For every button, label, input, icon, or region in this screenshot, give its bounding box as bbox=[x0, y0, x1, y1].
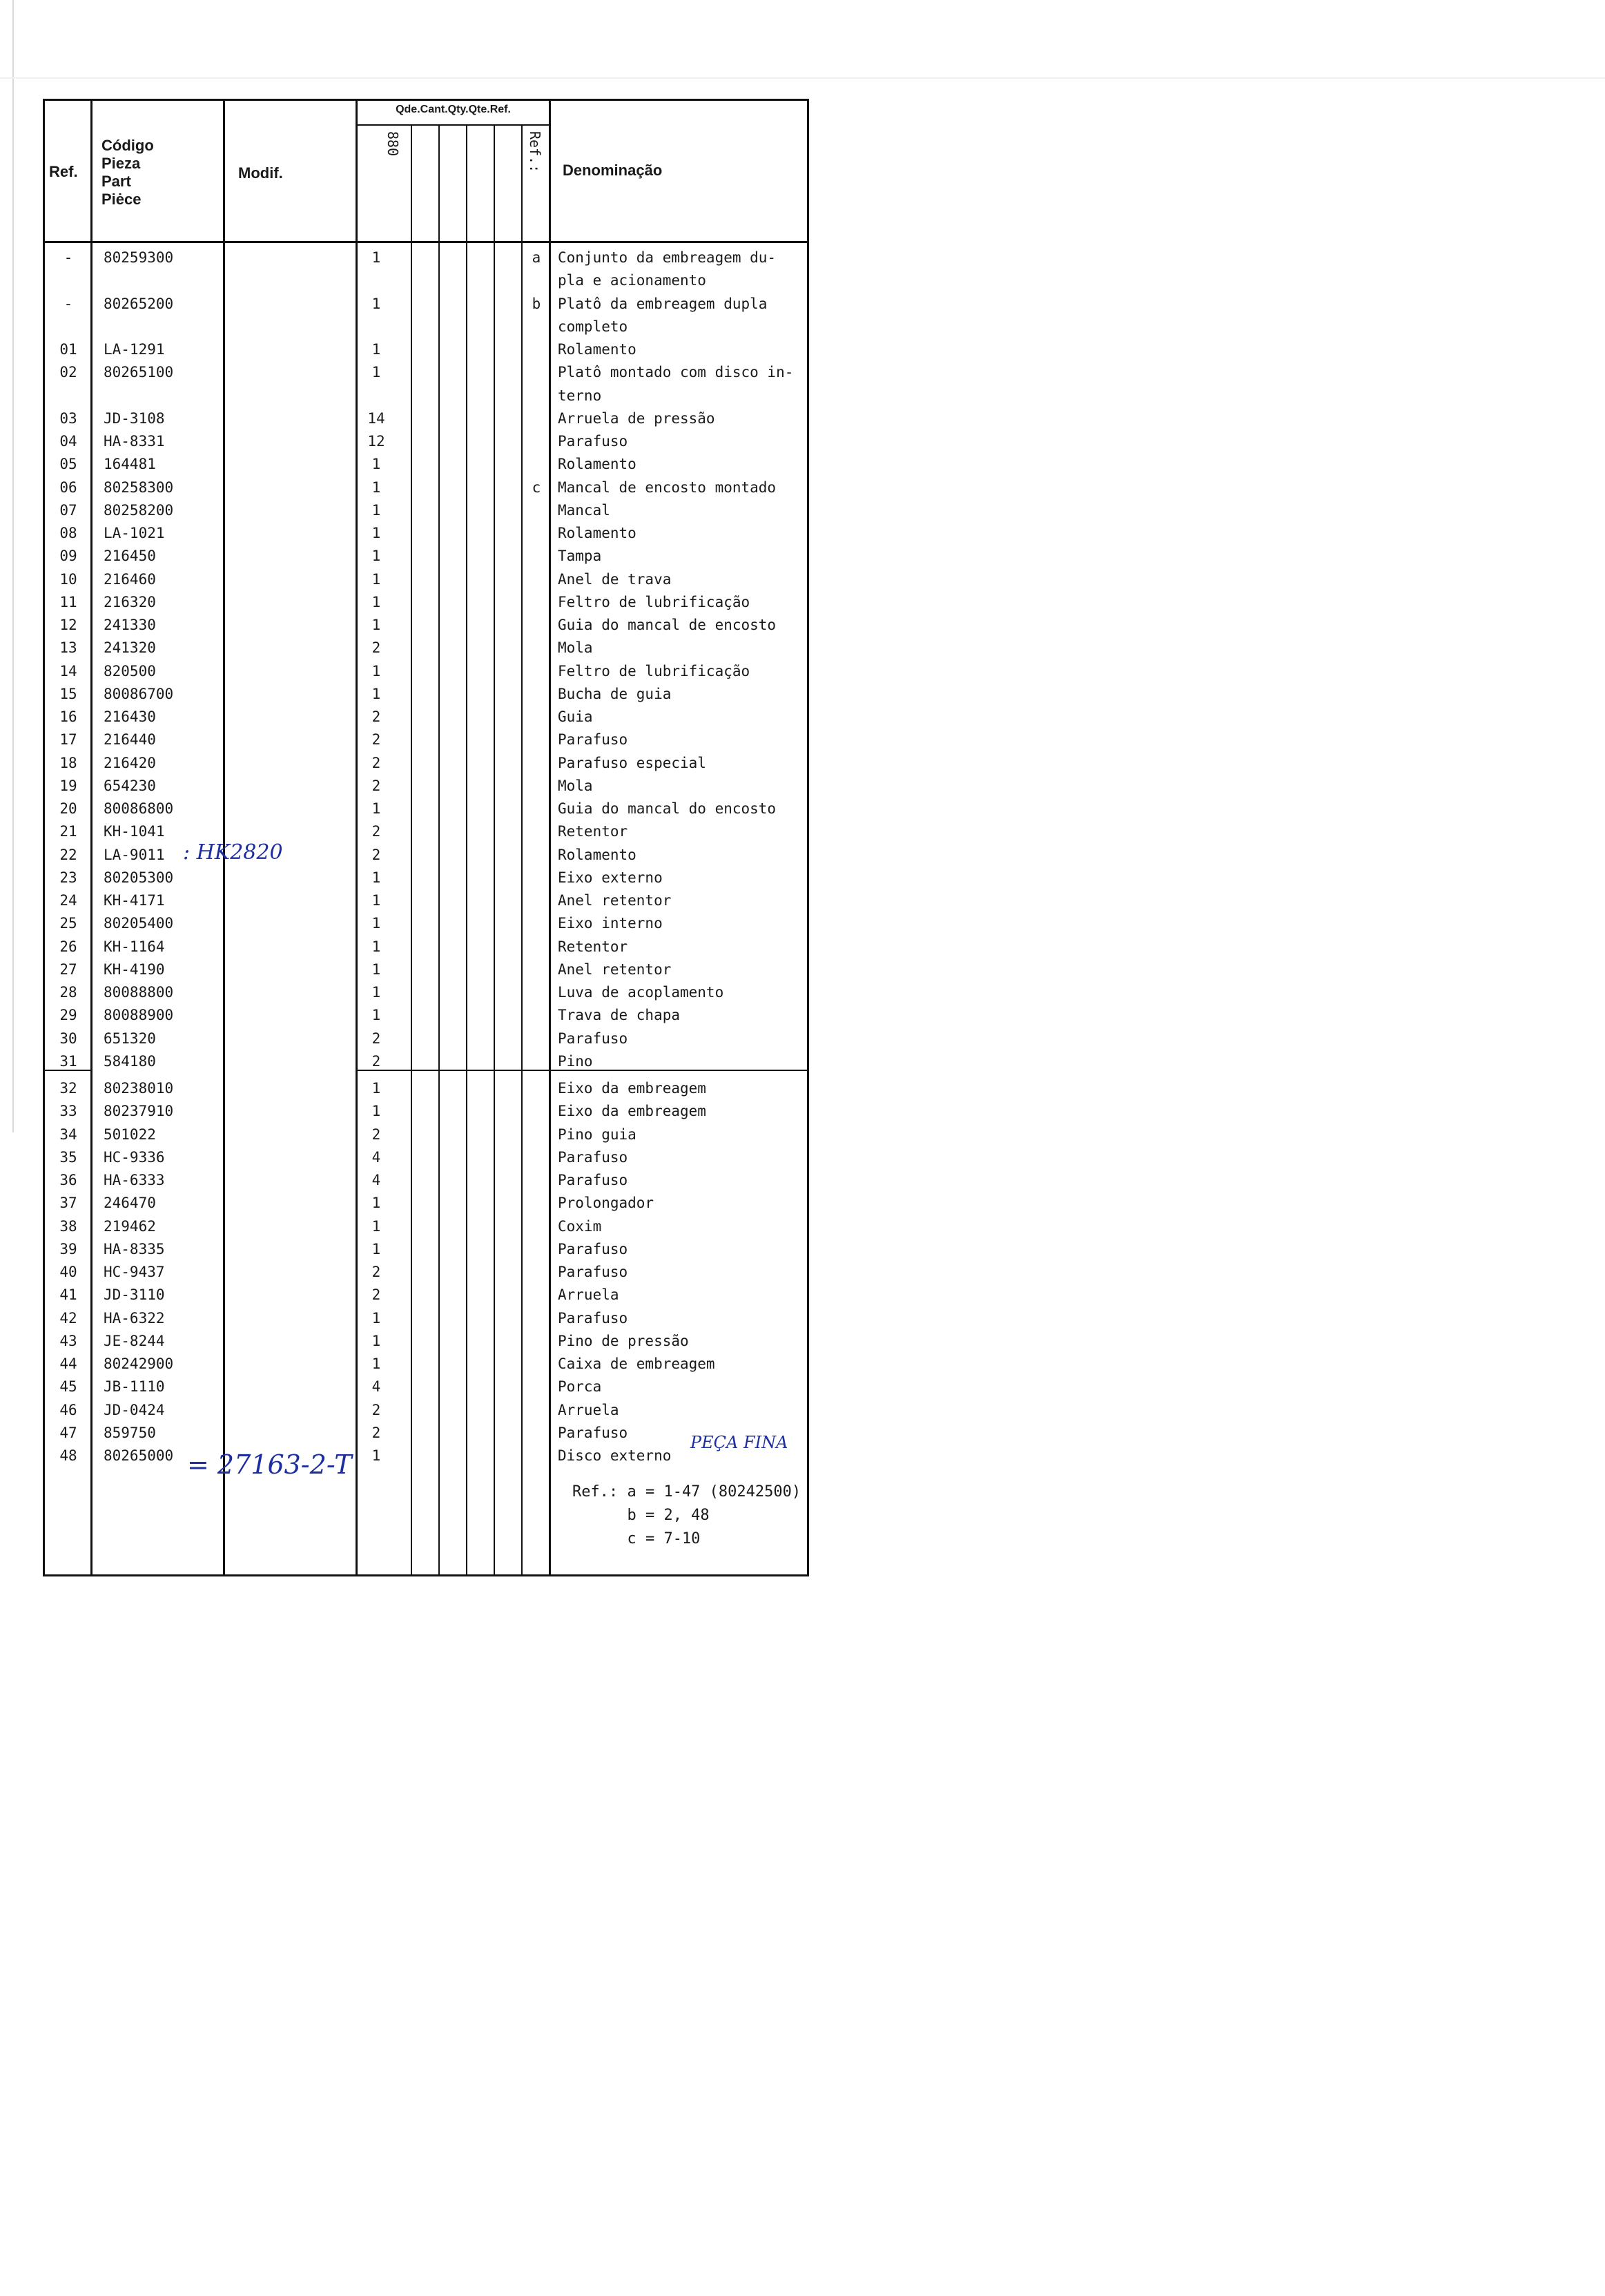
table-row bbox=[45, 568, 808, 591]
row-description: Feltro de lubrificação bbox=[558, 593, 750, 610]
row-qty: 1 bbox=[371, 1080, 381, 1097]
row-code: 651320 bbox=[104, 1030, 156, 1047]
row-qty: 12 bbox=[367, 433, 385, 450]
row-qty: 1 bbox=[371, 1356, 381, 1372]
row-description: Mola bbox=[558, 777, 593, 794]
row-qty: 1 bbox=[371, 501, 381, 519]
row-ref: 06 bbox=[59, 479, 77, 496]
row-code: 80088800 bbox=[104, 984, 174, 1001]
row-qty: 1 bbox=[371, 869, 381, 886]
row-description: Tampa bbox=[558, 548, 602, 565]
table-row bbox=[45, 430, 808, 453]
row-description: Pino guia bbox=[558, 1126, 636, 1143]
row-code: 654230 bbox=[104, 777, 156, 794]
table-row bbox=[45, 246, 808, 269]
row-ref: 47 bbox=[59, 1424, 77, 1441]
row-code: 164481 bbox=[104, 456, 156, 473]
row-ref-letter: b bbox=[532, 295, 541, 312]
row-description: Parafuso bbox=[558, 1424, 628, 1441]
row-code: 80259300 bbox=[104, 249, 174, 266]
row-ref: 04 bbox=[59, 433, 77, 450]
table-row bbox=[45, 1260, 808, 1284]
row-code: LA-1291 bbox=[104, 341, 165, 358]
row-code: KH-1041 bbox=[104, 823, 165, 840]
row-ref: 15 bbox=[59, 685, 77, 702]
row-qty: 1 bbox=[371, 364, 381, 381]
row-ref: 32 bbox=[59, 1080, 77, 1097]
row-qty: 1 bbox=[371, 479, 381, 496]
row-code: 80205300 bbox=[104, 869, 174, 886]
row-qty: 1 bbox=[371, 1195, 381, 1212]
row-ref: 13 bbox=[59, 639, 77, 657]
row-code: LA-1021 bbox=[104, 525, 165, 541]
row-description: Caixa de embreagem bbox=[558, 1356, 715, 1372]
table-row bbox=[45, 407, 808, 430]
row-qty: 1 bbox=[371, 961, 381, 978]
table-row bbox=[45, 1352, 808, 1376]
row-code: 219462 bbox=[104, 1217, 156, 1235]
row-description: Parafuso bbox=[558, 1240, 628, 1257]
row-code: KH-4171 bbox=[104, 892, 165, 909]
rule-header-bottom bbox=[45, 241, 807, 243]
row-description: Mola bbox=[558, 639, 593, 657]
table-row bbox=[45, 452, 808, 476]
table-row bbox=[45, 590, 808, 614]
row-code: 80205400 bbox=[104, 915, 174, 932]
row-ref: 19 bbox=[59, 777, 77, 794]
row-ref: 26 bbox=[59, 938, 77, 955]
row-code: 80088900 bbox=[104, 1007, 174, 1024]
table-row bbox=[45, 338, 808, 361]
row-code: 859750 bbox=[104, 1424, 156, 1441]
table-row bbox=[45, 889, 808, 912]
row-description: Parafuso especial bbox=[558, 754, 706, 771]
row-qty: 2 bbox=[371, 1286, 381, 1304]
header-description: Denominação bbox=[563, 162, 663, 179]
row-qty: 1 bbox=[371, 593, 381, 610]
row-qty: 1 bbox=[371, 984, 381, 1001]
header-code: Código Pieza Part Piėce bbox=[101, 137, 154, 208]
row-qty: 1 bbox=[371, 1447, 381, 1464]
row-ref: 45 bbox=[59, 1378, 77, 1396]
row-qty: 1 bbox=[371, 685, 381, 702]
row-code: 80086700 bbox=[104, 685, 174, 702]
table-row bbox=[45, 315, 808, 338]
row-ref-letter: a bbox=[532, 249, 541, 266]
row-ref: 28 bbox=[59, 984, 77, 1001]
row-description: Platô da embreagem dupla bbox=[558, 295, 768, 312]
row-qty: 1 bbox=[371, 525, 381, 541]
row-description: Anel retentor bbox=[558, 961, 672, 978]
row-qty: 1 bbox=[371, 892, 381, 909]
row-qty: 1 bbox=[371, 1309, 381, 1327]
table-row bbox=[45, 1146, 808, 1169]
row-ref: 24 bbox=[59, 892, 77, 909]
row-qty: 1 bbox=[371, 570, 381, 588]
ref-note-a: Ref.: a = 1-47 (80242500) bbox=[572, 1483, 801, 1501]
row-qty: 2 bbox=[371, 1264, 381, 1280]
row-ref: 43 bbox=[59, 1332, 77, 1349]
row-code: JB-1110 bbox=[104, 1378, 165, 1396]
row-code: 820500 bbox=[104, 662, 156, 679]
row-qty: 2 bbox=[371, 846, 381, 863]
table-row bbox=[45, 866, 808, 889]
row-description: Porca bbox=[558, 1378, 602, 1396]
row-code: 241330 bbox=[104, 617, 156, 633]
row-qty: 1 bbox=[371, 800, 381, 817]
row-code: 216320 bbox=[104, 593, 156, 610]
row-ref: 41 bbox=[59, 1286, 77, 1304]
row-qty: 1 bbox=[371, 456, 381, 473]
table-row bbox=[45, 1283, 808, 1306]
row-code: 216420 bbox=[104, 754, 156, 771]
row-code: 216440 bbox=[104, 731, 156, 749]
row-code: 80265100 bbox=[104, 364, 174, 381]
row-qty: 2 bbox=[371, 1030, 381, 1047]
row-code: HC-9437 bbox=[104, 1264, 165, 1280]
row-code: KH-1164 bbox=[104, 938, 165, 955]
row-code: HA-8335 bbox=[104, 1240, 165, 1257]
table-row bbox=[45, 797, 808, 820]
row-qty: 2 bbox=[371, 639, 381, 657]
row-ref: 27 bbox=[59, 961, 77, 978]
row-ref: 31 bbox=[59, 1052, 77, 1070]
row-qty: 2 bbox=[371, 777, 381, 794]
table-row bbox=[45, 636, 808, 659]
row-ref: 01 bbox=[59, 341, 77, 358]
row-code: 216460 bbox=[104, 570, 156, 588]
row-description: Parafuso bbox=[558, 731, 628, 749]
row-qty: 1 bbox=[371, 1007, 381, 1024]
row-ref: 12 bbox=[59, 617, 77, 633]
row-description: Eixo externo bbox=[558, 869, 663, 886]
row-qty: 2 bbox=[371, 1424, 381, 1441]
row-code: 80242900 bbox=[104, 1356, 174, 1372]
row-ref: 36 bbox=[59, 1172, 77, 1188]
table-row bbox=[45, 774, 808, 798]
row-qty: 2 bbox=[371, 823, 381, 840]
row-qty: 1 bbox=[371, 1332, 381, 1349]
row-code: 80086800 bbox=[104, 800, 174, 817]
row-code: 216430 bbox=[104, 708, 156, 725]
row-description: Rolamento bbox=[558, 525, 636, 541]
row-code: 216450 bbox=[104, 548, 156, 565]
row-code: 80258300 bbox=[104, 479, 174, 496]
table-row bbox=[45, 1306, 808, 1330]
row-ref: 16 bbox=[59, 708, 77, 725]
row-code: 80238010 bbox=[104, 1080, 174, 1097]
table-row bbox=[45, 682, 808, 706]
row-ref: 29 bbox=[59, 1007, 77, 1024]
table-row bbox=[45, 1375, 808, 1398]
row-qty: 1 bbox=[371, 548, 381, 565]
table-row bbox=[45, 935, 808, 958]
row-description: Guia do mancal do encosto bbox=[558, 800, 777, 817]
page-edge bbox=[12, 0, 14, 1132]
table-row bbox=[45, 981, 808, 1004]
table-row bbox=[45, 269, 808, 292]
row-qty: 2 bbox=[371, 731, 381, 749]
row-description: Disco externo bbox=[558, 1447, 672, 1464]
row-ref: 03 bbox=[59, 409, 77, 427]
row-description: Eixo da embreagem bbox=[558, 1080, 706, 1097]
table-row bbox=[45, 499, 808, 522]
table-row bbox=[45, 1191, 808, 1215]
table-row bbox=[45, 751, 808, 775]
table-row bbox=[45, 1027, 808, 1050]
row-description: Parafuso bbox=[558, 1309, 628, 1327]
row-code: HA-8331 bbox=[104, 433, 165, 450]
table-row bbox=[45, 1003, 808, 1027]
row-description: Arruela de pressão bbox=[558, 409, 715, 427]
table-row bbox=[45, 1329, 808, 1353]
row-ref: 07 bbox=[59, 501, 77, 519]
row-description: Rolamento bbox=[558, 341, 636, 358]
row-ref: 20 bbox=[59, 800, 77, 817]
row-ref: 33 bbox=[59, 1103, 77, 1120]
row-ref: 05 bbox=[59, 456, 77, 473]
row-description: Coxim bbox=[558, 1217, 602, 1235]
table-row bbox=[45, 521, 808, 545]
row-description: Eixo interno bbox=[558, 915, 663, 932]
row-description: Guia do mancal de encosto bbox=[558, 617, 777, 633]
row-description: terno bbox=[558, 387, 602, 404]
row-qty: 4 bbox=[371, 1148, 381, 1166]
row-code: JE-8244 bbox=[104, 1332, 165, 1349]
header-ref: Ref. bbox=[49, 163, 78, 180]
row-qty: 1 bbox=[371, 1240, 381, 1257]
row-description: completo bbox=[558, 318, 628, 335]
row-code: 80258200 bbox=[104, 501, 174, 519]
row-ref: 18 bbox=[59, 754, 77, 771]
row-description: Arruela bbox=[558, 1286, 619, 1304]
row-ref: - bbox=[64, 249, 73, 266]
row-ref: 22 bbox=[59, 846, 77, 863]
table-row bbox=[45, 705, 808, 729]
row-description: Platô montado com disco in- bbox=[558, 364, 794, 381]
row-qty: 1 bbox=[371, 295, 381, 312]
row-qty: 1 bbox=[371, 1103, 381, 1120]
row-ref: 37 bbox=[59, 1195, 77, 1212]
header-qty-title: Qde.Cant.Qty.Qte.Ref. bbox=[396, 104, 511, 115]
row-code: HA-6322 bbox=[104, 1309, 165, 1327]
handwritten-note-row22: : HK2820 bbox=[183, 840, 283, 865]
row-qty: 1 bbox=[371, 617, 381, 633]
rule-qty-title bbox=[356, 124, 551, 126]
row-description: Parafuso bbox=[558, 1172, 628, 1188]
table-row bbox=[45, 476, 808, 499]
row-qty: 2 bbox=[371, 1401, 381, 1418]
row-description: Guia bbox=[558, 708, 593, 725]
row-qty: 2 bbox=[371, 1052, 381, 1070]
row-description: Mancal bbox=[558, 501, 610, 519]
row-ref: - bbox=[64, 295, 73, 312]
row-description: Rolamento bbox=[558, 846, 636, 863]
row-description: Mancal de encosto montado bbox=[558, 479, 777, 496]
row-description: Arruela bbox=[558, 1401, 619, 1418]
row-code: 501022 bbox=[104, 1126, 156, 1143]
row-qty: 1 bbox=[371, 1217, 381, 1235]
row-description: Anel retentor bbox=[558, 892, 672, 909]
row-ref: 39 bbox=[59, 1240, 77, 1257]
table-row bbox=[45, 1123, 808, 1146]
row-ref: 25 bbox=[59, 915, 77, 932]
row-description: Conjunto da embreagem du- bbox=[558, 249, 777, 266]
row-ref: 40 bbox=[59, 1264, 77, 1280]
row-description: Parafuso bbox=[558, 433, 628, 450]
row-code: JD-3108 bbox=[104, 409, 165, 427]
table-row bbox=[45, 1077, 808, 1100]
row-qty: 14 bbox=[367, 409, 385, 427]
row-description: Bucha de guia bbox=[558, 685, 672, 702]
header-modif: Modif. bbox=[238, 164, 283, 182]
table-row bbox=[45, 728, 808, 751]
row-ref: 34 bbox=[59, 1126, 77, 1143]
row-qty: 1 bbox=[371, 341, 381, 358]
row-description: Pino de pressão bbox=[558, 1332, 689, 1349]
row-qty: 1 bbox=[371, 662, 381, 679]
handwritten-note-desc48: PEÇA FINA bbox=[690, 1433, 788, 1452]
row-description: Retentor bbox=[558, 938, 628, 955]
table-row bbox=[45, 360, 808, 384]
header-model: 880 bbox=[385, 131, 401, 157]
row-description: Parafuso bbox=[558, 1148, 628, 1166]
table-row bbox=[45, 384, 808, 407]
row-description: Eixo da embreagem bbox=[558, 1103, 706, 1120]
row-code: HC-9336 bbox=[104, 1148, 165, 1166]
row-code: HA-6333 bbox=[104, 1172, 165, 1188]
row-ref: 30 bbox=[59, 1030, 77, 1047]
table-row bbox=[45, 843, 808, 867]
table-row bbox=[45, 958, 808, 981]
parts-table bbox=[43, 99, 809, 1576]
row-ref: 48 bbox=[59, 1447, 77, 1464]
row-qty: 1 bbox=[371, 249, 381, 266]
table-row bbox=[45, 1398, 808, 1422]
row-code: JD-3110 bbox=[104, 1286, 165, 1304]
table-row bbox=[45, 1050, 808, 1073]
table-row bbox=[45, 1215, 808, 1238]
header-ref-col: Ref.: bbox=[527, 131, 543, 173]
row-code: 584180 bbox=[104, 1052, 156, 1070]
row-ref: 46 bbox=[59, 1401, 77, 1418]
row-qty: 2 bbox=[371, 754, 381, 771]
row-description: Trava de chapa bbox=[558, 1007, 681, 1024]
row-qty: 1 bbox=[371, 938, 381, 955]
row-description: Retentor bbox=[558, 823, 628, 840]
row-code: 241320 bbox=[104, 639, 156, 657]
row-ref: 10 bbox=[59, 570, 77, 588]
table-row bbox=[45, 1099, 808, 1123]
row-ref: 11 bbox=[59, 593, 77, 610]
row-qty: 4 bbox=[371, 1172, 381, 1188]
row-description: Parafuso bbox=[558, 1030, 628, 1047]
row-code: 246470 bbox=[104, 1195, 156, 1212]
row-code: 80265000 bbox=[104, 1447, 174, 1464]
row-description: Rolamento bbox=[558, 456, 636, 473]
row-qty: 4 bbox=[371, 1378, 381, 1396]
row-code: JD-0424 bbox=[104, 1401, 165, 1418]
scan-edge bbox=[0, 77, 1605, 79]
row-ref-letter: c bbox=[532, 479, 541, 496]
row-ref: 42 bbox=[59, 1309, 77, 1327]
row-ref: 23 bbox=[59, 869, 77, 886]
row-description: Prolongador bbox=[558, 1195, 654, 1212]
handwritten-note-row48: = 27163-2-T bbox=[187, 1449, 352, 1480]
ref-note-b: b = 2, 48 bbox=[572, 1507, 710, 1524]
row-ref: 21 bbox=[59, 823, 77, 840]
row-ref: 14 bbox=[59, 662, 77, 679]
table-row bbox=[45, 659, 808, 683]
row-ref: 09 bbox=[59, 548, 77, 565]
row-ref: 35 bbox=[59, 1148, 77, 1166]
row-description: Parafuso bbox=[558, 1264, 628, 1280]
row-ref: 17 bbox=[59, 731, 77, 749]
row-qty: 2 bbox=[371, 708, 381, 725]
table-row bbox=[45, 292, 808, 316]
table-row bbox=[45, 820, 808, 843]
row-description: Feltro de lubrificação bbox=[558, 662, 750, 679]
row-description: pla e acionamento bbox=[558, 272, 706, 289]
row-ref: 02 bbox=[59, 364, 77, 381]
row-code: 80237910 bbox=[104, 1103, 174, 1120]
row-description: Pino bbox=[558, 1052, 593, 1070]
row-description: Anel de trava bbox=[558, 570, 672, 588]
table-row bbox=[45, 613, 808, 637]
row-ref: 44 bbox=[59, 1356, 77, 1372]
row-code: KH-4190 bbox=[104, 961, 165, 978]
row-qty: 2 bbox=[371, 1126, 381, 1143]
row-description: Luva de acoplamento bbox=[558, 984, 724, 1001]
table-row bbox=[45, 1168, 808, 1192]
ref-note-c: c = 7-10 bbox=[572, 1530, 701, 1547]
table-row bbox=[45, 911, 808, 935]
row-ref: 08 bbox=[59, 525, 77, 541]
row-code: 80265200 bbox=[104, 295, 174, 312]
table-row bbox=[45, 544, 808, 568]
row-code: LA-9011 bbox=[104, 846, 165, 863]
row-ref: 38 bbox=[59, 1217, 77, 1235]
row-qty: 1 bbox=[371, 915, 381, 932]
table-row bbox=[45, 1237, 808, 1261]
